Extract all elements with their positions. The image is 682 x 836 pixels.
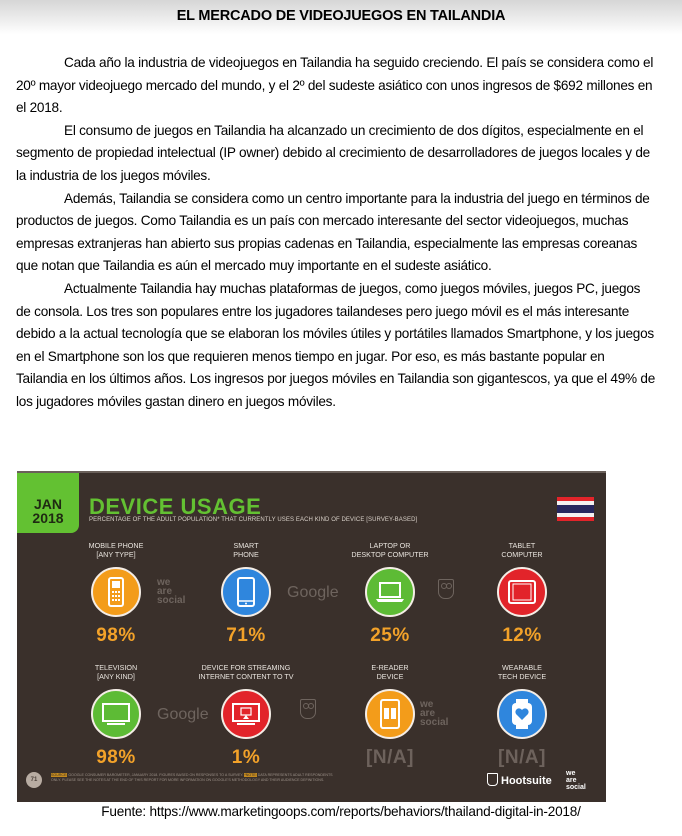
we-are-social-watermark: we are social bbox=[420, 699, 449, 728]
device-label: LAPTOP OR bbox=[369, 541, 411, 550]
paragraph: El consumo de juegos en Tailandia ha alcanzado un crecimiento de dos dígitos, especialmente en el segmento de propiedad intelectual (IP owner) debido al crecimiento de desarrolladores de juegos locales y de la industria de los juegos móviles. bbox=[16, 122, 650, 183]
infographic-title: DEVICE USAGE bbox=[89, 494, 262, 519]
device-label: WEARABLE bbox=[502, 663, 542, 672]
device-value: [N/A] bbox=[366, 747, 414, 768]
google-watermark: Google bbox=[157, 706, 209, 723]
google-watermark: Google bbox=[287, 584, 339, 601]
paragraph: Cada año la industria de videojuegos en Tailandia ha seguido creciendo. El país se considera como el 20º mayor videojuego mercado del mundo, y el 2º del sudeste asiático con unos ingresos de $692 millones en el 2018. bbox=[16, 55, 654, 116]
device-cell-tablet bbox=[457, 541, 587, 647]
date-year: 2018 bbox=[32, 510, 64, 526]
infographic-subtitle: PERCENTAGE OF THE ADULT POPULATION* THAT CURRENTLY USES EACH KIND OF DEVICE [SURVEY-BASED] bbox=[89, 517, 418, 523]
streaming-device-icon bbox=[221, 689, 271, 739]
device-label: TELEVISION bbox=[94, 663, 138, 672]
document-body bbox=[16, 52, 656, 414]
device-label: DEVICE bbox=[376, 672, 404, 681]
device-cell-wearable bbox=[457, 663, 587, 769]
device-value: 98% bbox=[96, 747, 136, 768]
document-title: EL MERCADO DE VIDEOJUEGOS EN TAILANDIA bbox=[176, 8, 506, 24]
device-label: [ANY TYPE] bbox=[96, 550, 136, 559]
device-label: MOBILE PHONE bbox=[88, 541, 144, 550]
device-label: COMPUTER bbox=[501, 550, 543, 559]
device-label: TABLET bbox=[508, 541, 536, 550]
device-value: 12% bbox=[502, 625, 542, 646]
device-label: TECH DEVICE bbox=[497, 672, 547, 681]
device-label: SMART bbox=[233, 541, 259, 550]
device-value: 1% bbox=[231, 747, 261, 768]
television-icon bbox=[91, 689, 141, 739]
tablet-icon bbox=[497, 567, 547, 617]
source-citation: Fuente: https://www.marketingoops.com/reports/behaviors/thailand-digital-in-2018/ bbox=[101, 804, 581, 819]
feature-phone-icon bbox=[91, 567, 141, 617]
device-value: 25% bbox=[370, 625, 410, 646]
device-value: [N/A] bbox=[498, 747, 546, 768]
device-label: INTERNET CONTENT TO TV bbox=[198, 672, 294, 681]
device-label: DESKTOP COMPUTER bbox=[351, 550, 429, 559]
device-cell-laptop bbox=[325, 541, 455, 647]
hootsuite-owl-icon bbox=[487, 773, 498, 786]
device-value: 98% bbox=[96, 625, 136, 646]
device-label: DEVICE FOR STREAMING bbox=[201, 663, 291, 672]
page-number-badge: 71 bbox=[26, 772, 42, 788]
hootsuite-owl-watermark-icon bbox=[438, 579, 454, 599]
source-footnote: SOURCE: GOOGLE CONSUMER BAROMETER, JANUARY 2018. FIGURES BASED ON RESPONSES TO A SURVEY. *NOTE: DATA REPRESENTS ADULT RESPONDENTS ONLY. PLEASE SEE THE NOTES AT THE END OF THIS REPORT FOR MORE INFORMATION ON GOOGLE'S METHODOLOGY AND THEIR AUDIENCE DEFINITIONS. bbox=[51, 773, 333, 782]
device-usage-infographic bbox=[17, 471, 606, 802]
smartphone-icon bbox=[221, 567, 271, 617]
smartwatch-icon bbox=[497, 689, 547, 739]
laptop-icon bbox=[365, 567, 415, 617]
device-label: PHONE bbox=[233, 550, 259, 559]
we-are-social-watermark: we are social bbox=[157, 577, 186, 606]
paragraph: Actualmente Tailandia hay muchas plataformas de juegos, como juegos móviles, juegos PC, juegos de consola. Los tres son populares entre los jugadores tailandeses pero juego móvil es el más interesante debido a la actual tecnología que se elaboran los móviles útiles y portátiles llamados Smartphone, y los juegos en el Smartphone son los que requieren menos tiempo en jugar. Por eso, es más bastante popular en Tailandia en los últimos años. Los ingresos por juegos móviles en Tailandia son gigantescos, ya que el 49% de los jugadores móviles gastan dinero en juegos móviles. bbox=[16, 280, 656, 409]
date-badge bbox=[17, 473, 79, 533]
we-are-social-logo: we are social bbox=[566, 770, 586, 791]
ereader-icon bbox=[365, 689, 415, 739]
thailand-flag-icon bbox=[557, 497, 594, 521]
device-label: E-READER bbox=[371, 663, 409, 672]
paragraph: Además, Tailandia se considera como un centro importante para la industria del juego en términos de productos de juegos. Como Tailandia es un país con mercado interesante del sector videojuegos, muchas empresas extranjeras han abierto sus propias cadenas en Tailandia, especialmente las empresas coreanas que notan que Tailandia es aún el mercado muy importante en el sudeste asiático. bbox=[16, 190, 650, 274]
date-month: JAN bbox=[33, 496, 62, 512]
device-label: [ANY KIND] bbox=[97, 672, 135, 681]
hootsuite-owl-watermark-icon bbox=[300, 699, 316, 719]
hootsuite-logo: Hootsuite bbox=[487, 773, 552, 787]
device-value: 71% bbox=[226, 625, 266, 646]
